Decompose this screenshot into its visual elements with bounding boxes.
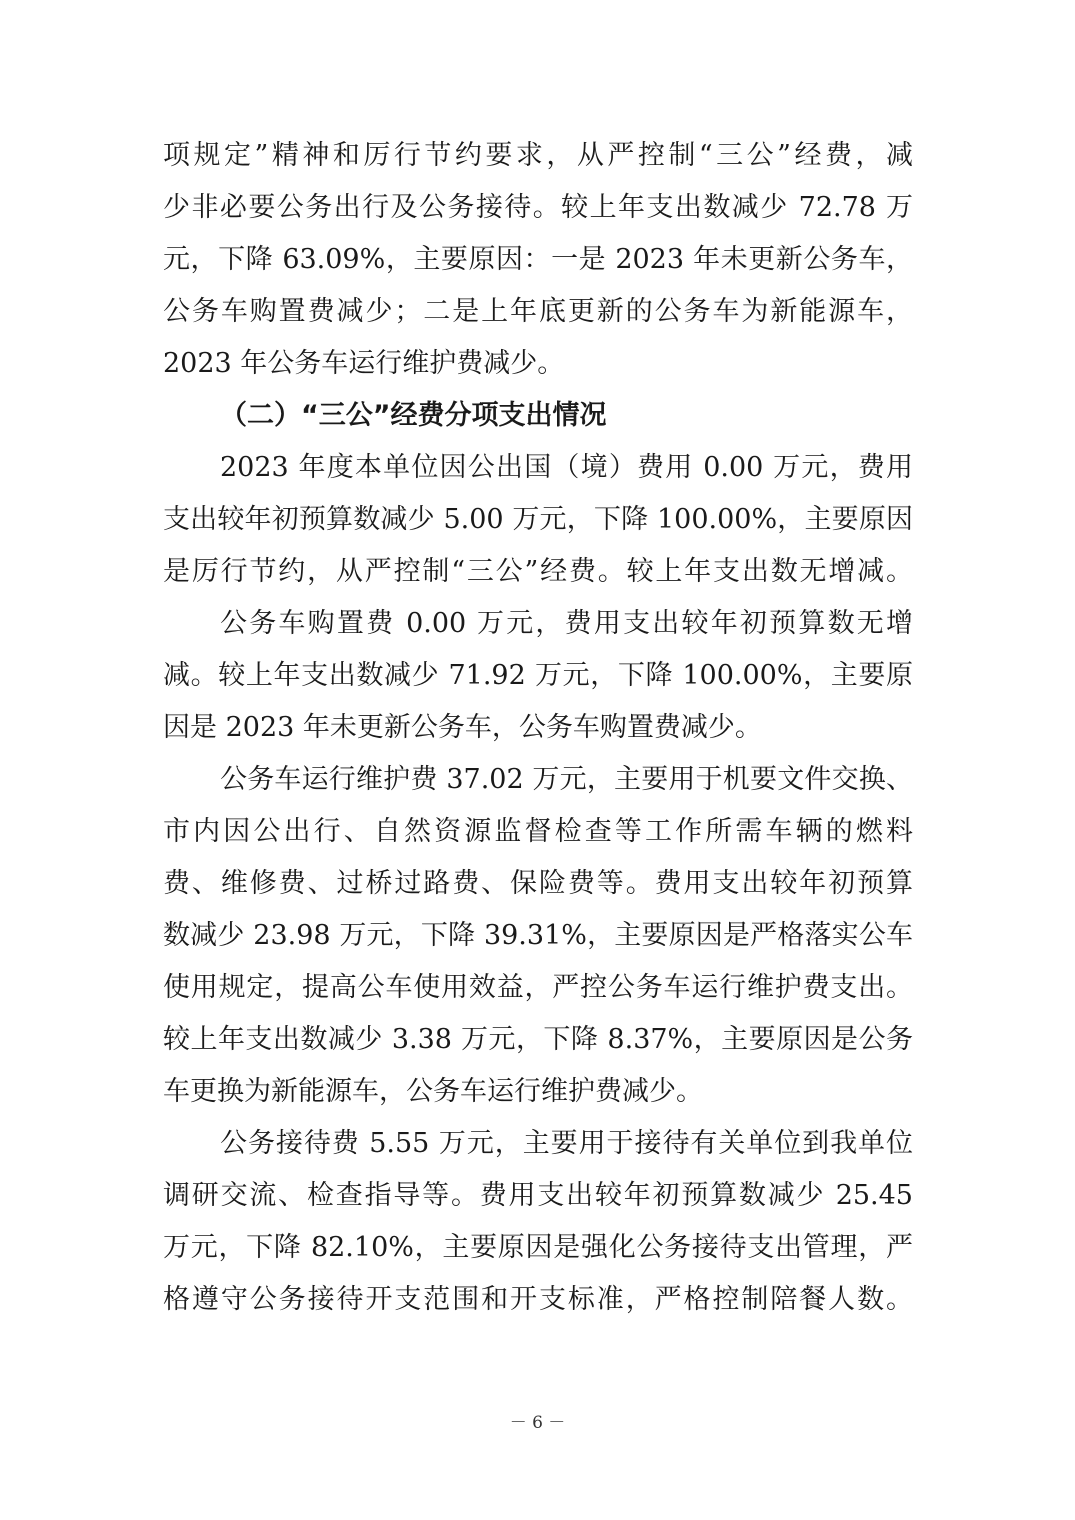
text-line: 较上年支出数减少 3.38 万元，下降 8.37%，主要原因是公务 (163, 1024, 913, 1055)
text-line: 万元，下降 82.10%，主要原因是强化公务接待支出管理，严 (163, 1232, 913, 1263)
text-line: 2023 年度本单位因公出国（境）费用 0.00 万元，费用 (220, 452, 913, 483)
section-heading: （二）“三公”经费分项支出情况 (220, 400, 607, 431)
text-line: 公务车购置费减少；二是上年底更新的公务车为新能源车， (163, 296, 913, 327)
text-line: 调研交流、检查指导等。费用支出较年初预算数减少 25.45 (163, 1180, 913, 1211)
text-line: 公务车运行维护费 37.02 万元，主要用于机要文件交换、 (220, 764, 913, 795)
document-body (163, 130, 913, 1326)
text-line: 因是 2023 年未更新公务车，公务车购置费减少。 (163, 712, 762, 743)
text-line: 使用规定，提高公车使用效益，严控公务车运行维护费支出。 (163, 972, 913, 1003)
text-line: 是厉行节约，从严控制“三公”经费。较上年支出数无增减。 (163, 556, 913, 587)
page-number: － 6 － (509, 1413, 566, 1433)
text-line: 公务车购置费 0.00 万元，费用支出较年初预算数无增 (220, 608, 913, 639)
text-line: 费、维修费、过桥过路费、保险费等。费用支出较年初预算 (163, 868, 913, 899)
text-line: 公务接待费 5.55 万元，主要用于接待有关单位到我单位 (220, 1128, 913, 1159)
text-line: 元，下降 63.09%，主要原因：一是 2023 年未更新公务车， (163, 244, 913, 275)
text-line: 市内因公出行、自然资源监督检查等工作所需车辆的燃料 (163, 816, 913, 847)
text-line: 支出较年初预算数减少 5.00 万元，下降 100.00%，主要原因 (163, 504, 913, 535)
text-line: 2023 年公务车运行维护费减少。 (163, 348, 565, 379)
text-line: 车更换为新能源车，公务车运行维护费减少。 (163, 1076, 703, 1107)
text-line: 减。较上年支出数减少 71.92 万元，下降 100.00%，主要原 (163, 660, 913, 691)
text-line: 数减少 23.98 万元，下降 39.31%，主要原因是严格落实公车 (163, 920, 913, 951)
text-line: 项规定”精神和厉行节约要求，从严控制“三公”经费，减 (163, 140, 913, 171)
text-line: 少非必要公务出行及公务接待。较上年支出数减少 72.78 万 (163, 192, 913, 223)
text-line: 格遵守公务接待开支范围和开支标准，严格控制陪餐人数。 (163, 1284, 913, 1315)
